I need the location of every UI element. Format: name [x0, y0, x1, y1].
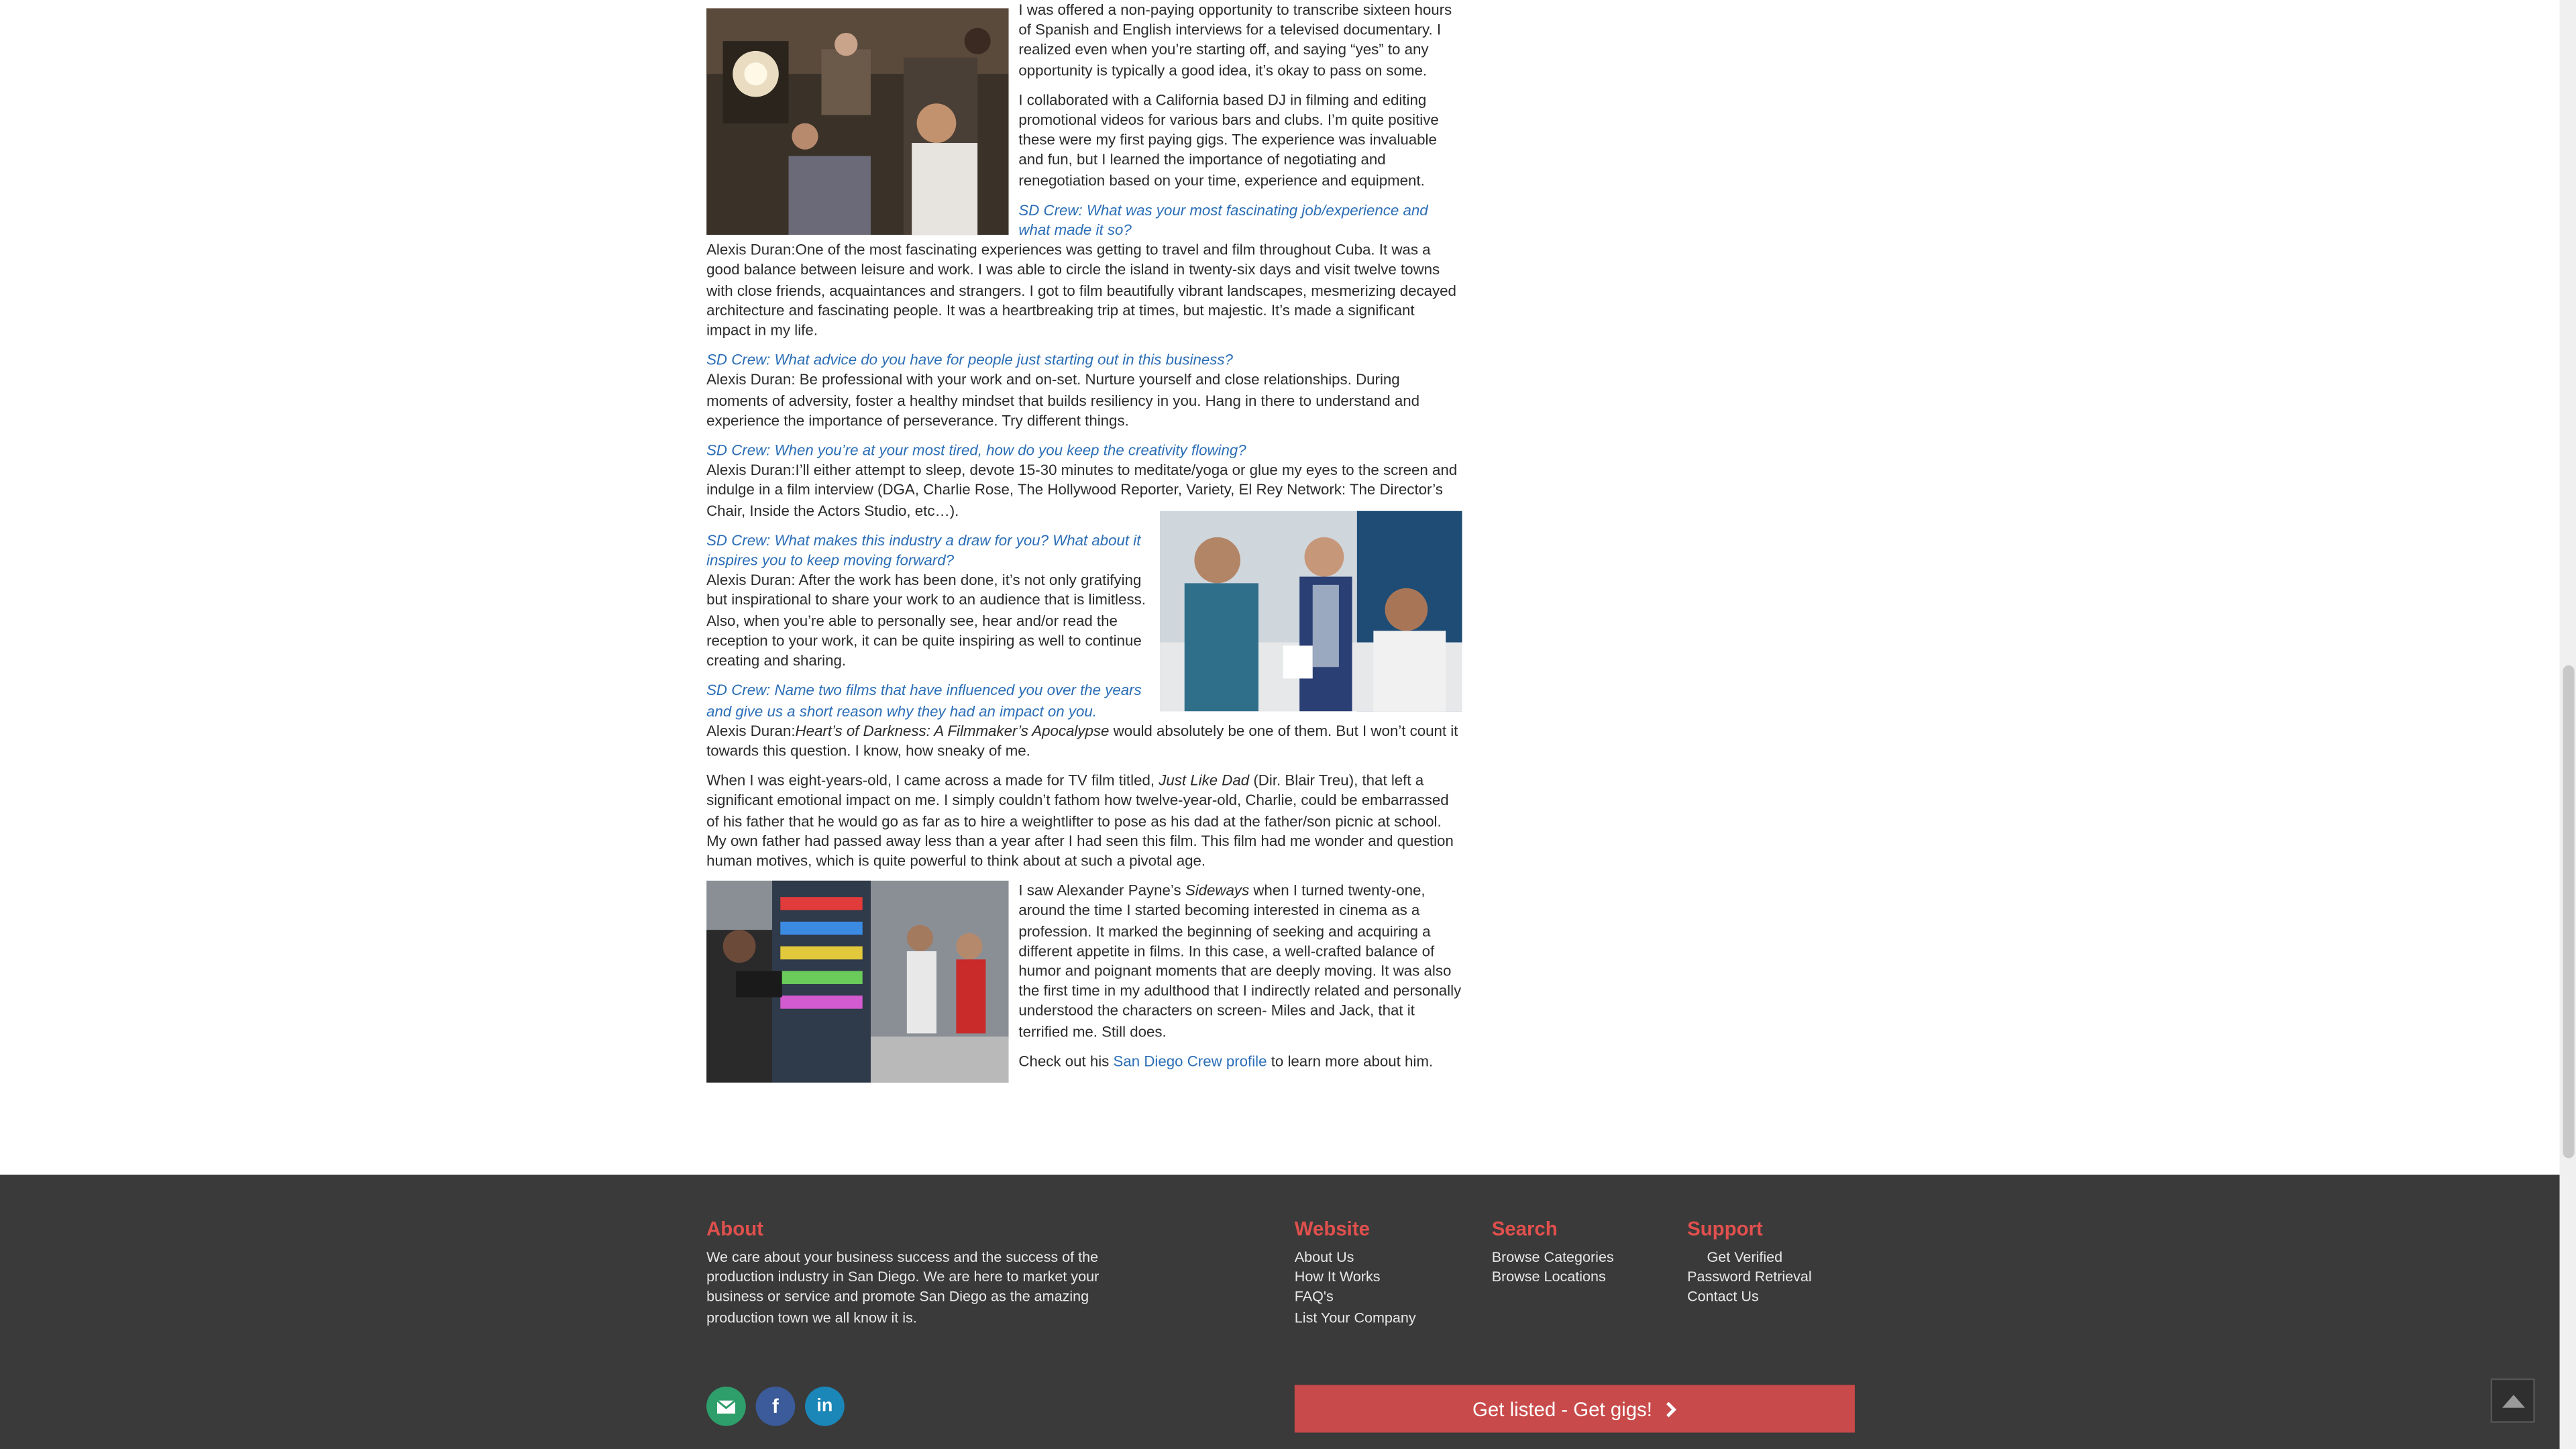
footer-link-contact-us[interactable]: Contact Us: [1687, 1289, 1759, 1305]
interview-answer: Alexis Duran: After the work has been done, it’s not only gratifying but inspirational to share your work to an audience that is limitless. Also, when you’re able to personally see, hear and/or read the reception to your work, it can be quite inspiring as well to continue creating and sharing.: [706, 572, 1146, 669]
footer-search-heading: Search: [1491, 1217, 1558, 1240]
paragraph-text: when I turned twenty-one, around the time I started becoming interested in cinema as a profession. It marked the beginning of seeking and acquiring a different appetite in films. In this case, a well-crafted balance of humor and poignant moments that are deeply moving. It was also the first time in my adulthood that I indirectly related and personally understood the characters on screen- Miles and Jack, that it terrified me. Still does.: [1018, 882, 1462, 1040]
interview-answer: Alexis Duran:I’ll either attempt to sleep, devote 15-30 minutes to meditate/yoga or glue my eyes to the screen and indulge in a film interview (DGA, Charlie Rose, The Hollywood Reporter, Variety, El Rey Network: The Director’s Chair, Inside the Actors Studio, etc…).: [706, 462, 1458, 519]
back-to-top-button[interactable]: [2491, 1379, 2535, 1423]
footer-link-how-it-works[interactable]: How It Works: [1294, 1269, 1381, 1285]
paragraph-text: When I was eight-years-old, I came across a made for TV film titled,: [706, 772, 1159, 789]
store-filming-photo: [706, 881, 1009, 1083]
footer-website-heading: Website: [1294, 1217, 1370, 1240]
footer-link-browse-categories[interactable]: Browse Categories: [1491, 1248, 1614, 1265]
footer-website-links: [1295, 1247, 1416, 1328]
interview-answer: Alexis Duran:One of the most fascinating experiences was getting to travel and film throughout Cuba. It was a good balance between leisure and work. I was able to circle the island in twenty-six days and visit twelve towns with close friends, acquaintances and strangers. I got to film beautifully vibrant landscapes, mesmerizing decayed architecture and fascinating people. It was a heartbreaking trip at times, but majestic. It’s made a significant impact in my life.: [706, 241, 1456, 339]
film-title: Sideways: [1185, 882, 1250, 899]
paragraph-text: I saw Alexander Payne’s: [1018, 882, 1185, 899]
scrollbar-thumb[interactable]: [2563, 665, 2574, 1159]
footer-link-list-company[interactable]: List Your Company: [1294, 1308, 1416, 1326]
footer-about-heading: About: [706, 1217, 763, 1240]
paragraph-text: to learn more about him.: [1267, 1053, 1434, 1069]
get-listed-label: Get listed - Get gigs!: [1472, 1397, 1652, 1421]
article-paragraph: [706, 771, 1462, 871]
interview-question: SD Crew: What was your most fascinating job/experience and what made it so?: [1018, 201, 1428, 239]
crew-profile-link[interactable]: San Diego Crew profile: [1113, 1053, 1267, 1069]
envelope-icon: [716, 1399, 736, 1413]
facebook-social-button[interactable]: [756, 1387, 796, 1426]
footer-link-browse-locations[interactable]: Browse Locations: [1491, 1269, 1606, 1285]
interview-question: SD Crew: Name two films that have influenced you over the years and give us a short reason why they had an impact on you.: [706, 682, 1142, 719]
bathroom-scene-photo: [1160, 511, 1462, 711]
footer-about-text: We care about your business success and the success of the production industry in San Diego. We are here to market your business or service and promote San Diego as the amazing production town we all know it is.: [706, 1248, 1099, 1326]
get-listed-button[interactable]: [1295, 1385, 1855, 1433]
interview-question: SD Crew: When you’re at your most tired, how do you keep the creativity flowing?: [706, 441, 1246, 459]
interview-answer: [706, 720, 1462, 761]
footer-link-about-us[interactable]: About Us: [1294, 1248, 1354, 1265]
film-title: Heart’s of Darkness: A Filmmaker’s Apocalypse: [795, 722, 1110, 739]
paragraph-text: Check out his: [1018, 1053, 1114, 1069]
interview-question: SD Crew: What advice do you have for people just starting out in this business?: [706, 352, 1233, 369]
article-body: [706, 0, 1462, 1086]
film-title: Just Like Dad: [1159, 772, 1250, 789]
footer-link-faqs[interactable]: FAQ's: [1294, 1289, 1334, 1305]
email-social-button[interactable]: [706, 1387, 746, 1426]
footer-search-links: [1492, 1247, 1614, 1287]
studio-interview-photo: [706, 8, 1009, 235]
linkedin-social-button[interactable]: [805, 1387, 845, 1426]
caret-up-icon: [2502, 1394, 2524, 1407]
article-paragraph: I was offered a non-paying opportunity to transcribe sixteen hours of Spanish and English interviews for a televised documentary. I realized even when you’re starting off, and saying “yes” to any opportunity is typically a good idea, it’s okay to pass on some.: [1018, 1, 1452, 78]
footer-link-password-retrieval[interactable]: Password Retrieval: [1687, 1269, 1812, 1285]
facebook-icon: f: [772, 1395, 779, 1418]
footer-support-links: [1687, 1247, 1812, 1307]
interview-answer: Alexis Duran: Be professional with your work and on-set. Nurture yourself and close relationships. During moments of adversity, foster a healthy mindset that builds resiliency in you. Hang in there to understand and experience the importance of perseverance. Try different things.: [706, 372, 1420, 429]
paragraph-text: (Dir. Blair Treu), that left a significant emotional impact on me. I simply couldn’t fathom how twelve-year-old, Charlie, could be embarrassed of his father that he would go as far as to hire a weightlifter to pose as his dad at the father/son picnic at school. My own father had passed away less than a year after I had seen this film. This film had me wonder and question human motives, which is quite powerful to think about at such a pivotal age.: [706, 772, 1454, 869]
linkedin-icon: in: [816, 1396, 833, 1417]
answer-speaker: Alexis Duran:: [706, 722, 796, 739]
article-paragraph: I collaborated with a California based DJ in filming and editing promotional videos for various bars and clubs. I’m quite positive these were my first paying gigs. The experience was invaluable and fun, but I learned the importance of negotiating and renegotiation based on your time, experience and equipment.: [1018, 91, 1439, 189]
site-footer: [0, 1175, 2560, 1449]
chevron-right-icon: [1666, 1401, 1677, 1417]
answer-text: would absolutely be one of them. But I won’t count it towards this question. I know, how sneaky of me.: [706, 722, 1458, 759]
footer-support-heading: Support: [1687, 1217, 1763, 1240]
footer-link-get-verified[interactable]: Get Verified: [1707, 1248, 1783, 1265]
interview-question: SD Crew: What makes this industry a draw for you? What about it inspires you to keep moving forward?: [706, 532, 1141, 569]
